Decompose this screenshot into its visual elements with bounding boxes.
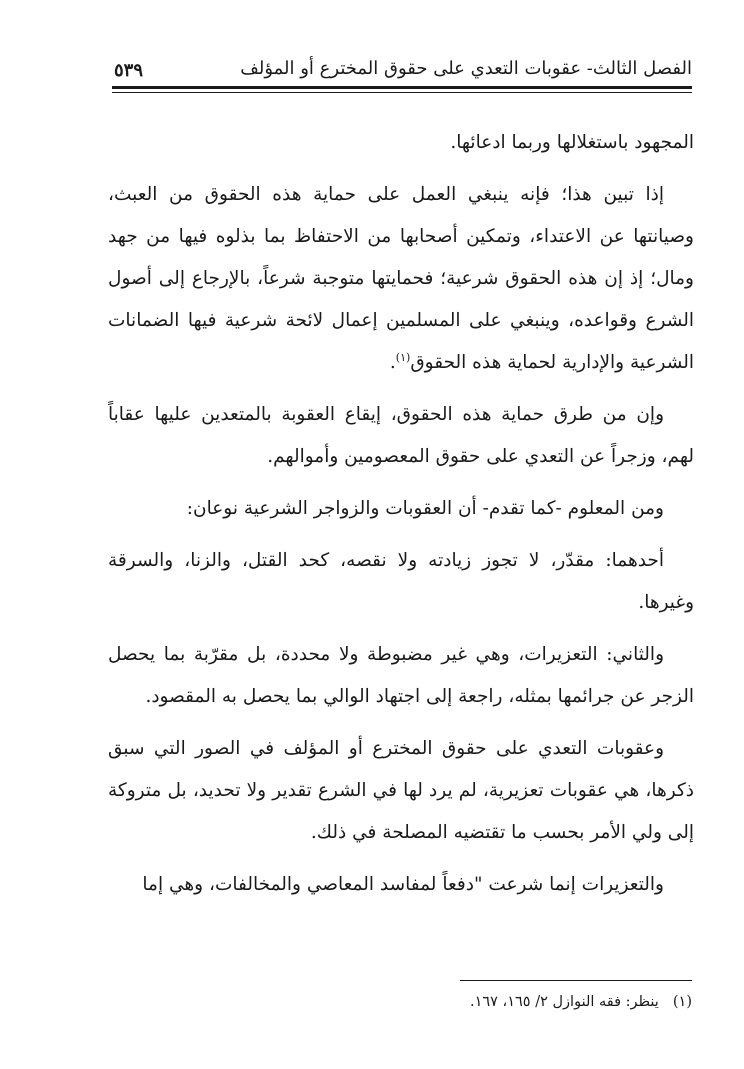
paragraph: أحدهما: مقدّر، لا تجوز زيادته ولا نقصه، كحد القتل، والزنا، والسرقة وغيرها.: [108, 550, 694, 613]
header-divider-thin: [112, 92, 692, 93]
paragraph: المجهود باستغلالها وربما ادعائها.: [450, 132, 694, 153]
footnote-marker: (١): [672, 994, 692, 1010]
paragraph: والثاني: التعزيرات، وهي غير مضبوطة ولا محددة، بل مقرّبة بما يحصل الزجر عن جرائمها بمثله، راجعة إلى اجتهاد الوالي بما يحصل به المقصود.: [108, 644, 694, 707]
body-text: [108, 122, 694, 916]
footnote-divider: [460, 980, 692, 981]
footnote: [106, 990, 692, 1014]
paragraph: إذا تبين هذا؛ فإنه ينبغي العمل على حماية هذه الحقوق من العبث، وصيانتها عن الاعتداء، وتمكين أصحابها من الاحتفاظ بما بذلوه فيها من جهد ومال؛ إذ إن هذه الحقوق شرعية؛ فحمايتها متوجبة شرعاً، بالإرجاع إلى أصول الشرع وقواعده، وينبغي على المسلمين إعمال لائحة شرعية فيها الضمانات الشرعية والإدارية لحماية هذه الحقوق$^{(١)}$.: [108, 184, 694, 373]
paragraph: ومن المعلوم -كما تقدم- أن العقوبات والزواجر الشرعية نوعان:: [186, 498, 664, 519]
paragraph: وعقوبات التعدي على حقوق المخترع أو المؤلف في الصور التي سبق ذكرها، هي عقوبات تعزيرية، لم يرد لها في الشرع تقدير ولا تحديد، بل متروكة إلى ولي الأمر بحسب ما تقتضيه المصلحة في ذلك.: [108, 738, 694, 843]
footnote-reference[interactable]: (١): [395, 350, 411, 364]
header-divider-thick: [112, 86, 692, 89]
paragraph: والتعزيرات إنما شرعت "دفعاً لمفاسد المعاصي والمخالفات، وهي إما: [142, 874, 664, 895]
running-header: [112, 56, 692, 90]
page-number: ٥٣٩: [114, 60, 144, 81]
footnote-text: ينظر: فقه النوازل ٢/ ١٦٥، ١٦٧.: [469, 994, 659, 1010]
chapter-title: الفصل الثالث- عقوبات التعدي على حقوق المخترع أو المؤلف: [240, 58, 692, 79]
paragraph: وإن من طرق حماية هذه الحقوق، إيقاع العقوبة بالمتعدين عليها عقاباً لهم، وزجراً عن التعدي على حقوق المعصومين وأموالهم.: [108, 404, 694, 467]
